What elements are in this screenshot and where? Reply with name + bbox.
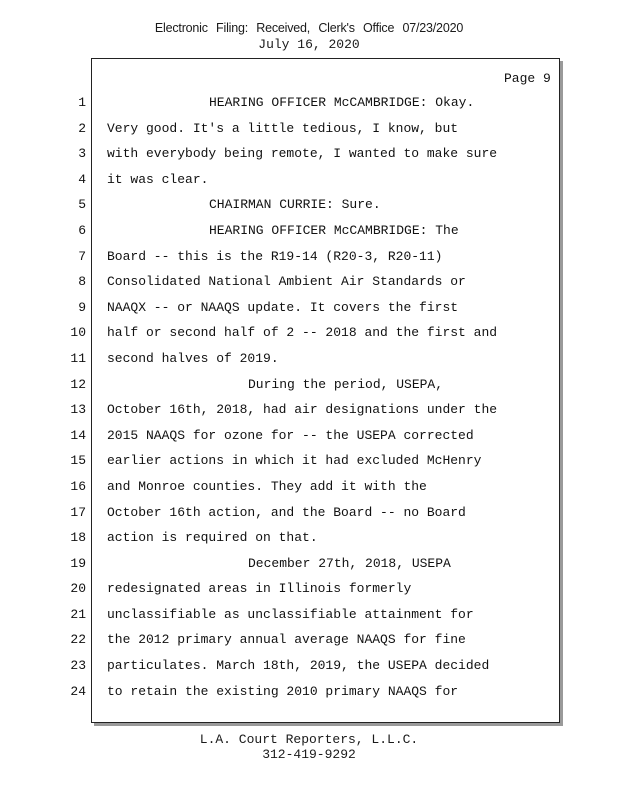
transcript-line: [0, 320, 618, 346]
line-text: Board -- this is the R19-14 (R20-3, R20-11): [107, 248, 443, 264]
line-text: and Monroe counties. They add it with the: [107, 478, 427, 494]
line-text: NAAQX -- or NAAQS update. It covers the first: [107, 299, 459, 315]
transcript-line: [0, 167, 618, 193]
filing-stamp: Electronic Filing: Received, Clerk's Office 07/23/2020: [154, 21, 464, 35]
line-text: to retain the existing 2010 primary NAAQS for: [107, 683, 459, 699]
line-text: action is required on that.: [107, 530, 318, 546]
transcript-line: [0, 474, 618, 500]
line-number: 16: [70, 478, 86, 494]
transcript-line: [0, 269, 618, 295]
line-number: 9: [78, 299, 86, 315]
line-number: 19: [70, 555, 86, 571]
transcript-line: [0, 116, 618, 142]
line-text: December 27th, 2018, USEPA: [248, 555, 451, 571]
line-number: 22: [70, 632, 86, 648]
line-number: 23: [70, 658, 86, 674]
line-number: 10: [70, 325, 86, 341]
line-number: 8: [78, 274, 86, 290]
line-number: 6: [78, 222, 86, 238]
line-number: 15: [70, 453, 86, 469]
line-number: 2: [78, 120, 86, 136]
transcript-date: July 16, 2020: [258, 37, 360, 52]
transcript-line: [0, 627, 618, 653]
transcript-line: [0, 576, 618, 602]
transcript-line: [0, 218, 618, 244]
reporter-phone: 312-419-9292: [262, 747, 356, 762]
line-number: 13: [70, 402, 86, 418]
line-number: 20: [70, 581, 86, 597]
transcript-line: [0, 551, 618, 577]
line-number: 24: [70, 683, 86, 699]
line-number: 1: [78, 95, 86, 110]
line-text: second halves of 2019.: [107, 350, 279, 366]
line-number: 14: [70, 427, 86, 443]
transcript-line: [0, 295, 618, 321]
reporter-company: L.A. Court Reporters, L.L.C.: [199, 732, 419, 747]
line-number: 7: [78, 248, 86, 264]
line-text: with everybody being remote, I wanted to make sure: [107, 146, 498, 162]
transcript-line: [0, 192, 618, 218]
line-number: 18: [70, 530, 86, 546]
transcript-line: [0, 397, 618, 423]
transcript-line: [0, 423, 618, 449]
transcript-line: [0, 372, 618, 398]
transcript-body: [0, 90, 618, 704]
page-footer: [0, 732, 618, 762]
line-text: Consolidated National Ambient Air Standards or: [107, 274, 466, 290]
line-number: 4: [78, 171, 86, 187]
line-text: HEARING OFFICER McCAMBRIDGE: The: [209, 222, 459, 238]
transcript-line: [0, 679, 618, 705]
line-number: 3: [78, 146, 86, 162]
line-text: redesignated areas in Illinois formerly: [107, 581, 412, 597]
line-text: HEARING OFFICER McCAMBRIDGE: Okay.: [209, 95, 475, 110]
line-number: 17: [70, 504, 86, 520]
transcript-line: [0, 141, 618, 167]
line-text: During the period, USEPA,: [248, 376, 444, 392]
page-number: Page 9: [504, 71, 551, 86]
transcript-line: [0, 602, 618, 628]
line-number: 5: [78, 197, 86, 213]
line-text: 2015 NAAQS for ozone for -- the USEPA corrected: [107, 427, 474, 443]
transcript-line: [0, 448, 618, 474]
line-text: the 2012 primary annual average NAAQS for fine: [107, 632, 466, 648]
line-number: 11: [70, 350, 86, 366]
line-text: earlier actions in which it had excluded McHenry: [107, 453, 482, 469]
transcript-line: [0, 525, 618, 551]
line-text: CHAIRMAN CURRIE: Sure.: [209, 197, 381, 213]
line-text: unclassifiable as unclassifiable attainment for: [107, 606, 474, 622]
line-number: 12: [70, 376, 86, 392]
line-text: half or second half of 2 -- 2018 and the first and: [107, 325, 498, 341]
line-text: particulates. March 18th, 2019, the USEPA decided: [107, 658, 490, 674]
transcript-line: [0, 90, 618, 116]
transcript-line: [0, 500, 618, 526]
transcript-line: [0, 346, 618, 372]
line-text: it was clear.: [107, 171, 209, 187]
line-text: Very good. It's a little tedious, I know, but: [107, 120, 459, 136]
transcript-line: [0, 244, 618, 270]
line-number: 21: [70, 606, 86, 622]
line-text: October 16th action, and the Board -- no Board: [107, 504, 466, 520]
transcript-line: [0, 653, 618, 679]
line-text: October 16th, 2018, had air designations under the: [107, 402, 498, 418]
